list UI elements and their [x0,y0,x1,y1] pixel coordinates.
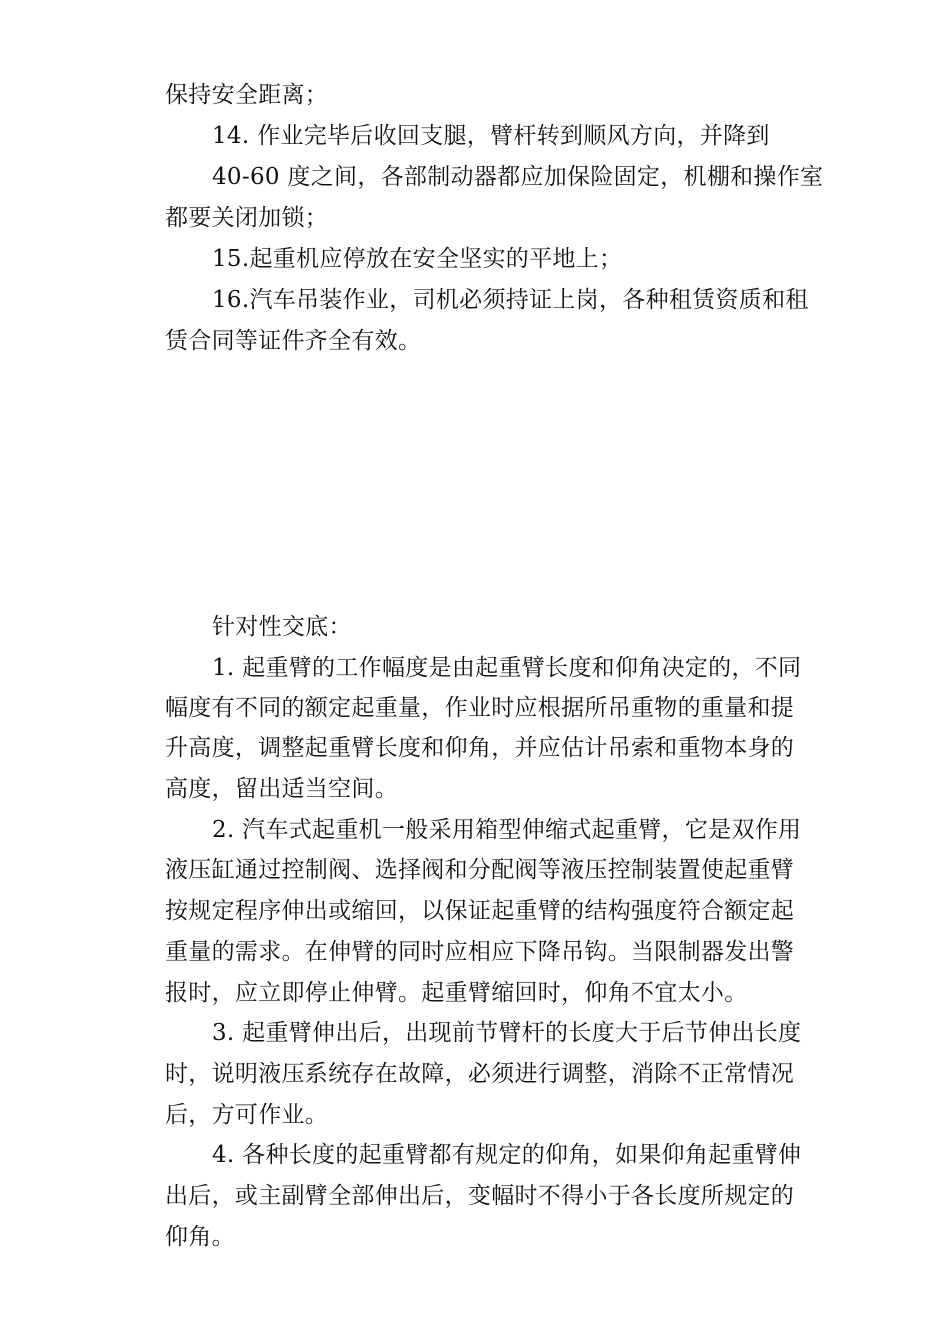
text-line: 重量的需求。在伸臂的同时应相应下降吊钩。当限制器发出警 [165,939,795,965]
text-line: 都要关闭加锁； [165,205,329,231]
text-line: 4. 各种长度的起重臂都有规定的仰角，如果仰角起重臂伸 [212,1142,802,1168]
text-line: 40-60 度之间，各部制动器都应加保险固定，机棚和操作室 [212,164,824,190]
text-line: 高度，留出适当空间。 [165,776,398,802]
text-line: 15.起重机应停放在安全坚实的平地上； [212,246,623,272]
text-line: 升高度，调整起重臂长度和仰角，并应估计吊索和重物本身的 [165,735,795,761]
text-line: 按规定程序伸出或缩回，以保证起重臂的结构强度符合额定起 [165,898,795,924]
text-line: 报时，应立即停止伸臂。起重臂缩回时，仰角不宜太小。 [165,980,748,1006]
text-line: 3. 起重臂伸出后，出现前节臂杆的长度大于后节伸出长度 [212,1020,802,1046]
text-line: 1. 起重臂的工作幅度是由起重臂长度和仰角决定的，不同 [212,655,802,681]
text-line: 液压缸通过控制阀、选择阀和分配阀等液压控制装置使起重臂 [165,857,795,883]
text-line: 2. 汽车式起重机一般采用箱型伸缩式起重臂，它是双作用 [212,817,802,843]
text-line: 仰角。 [165,1224,235,1250]
text-line: 16.汽车吊装作业，司机必须持证上岗，各种租赁资质和租 [212,287,809,313]
text-line: 赁合同等证件齐全有效。 [165,328,422,354]
text-line: 幅度有不同的额定起重量，作业时应根据所吊重物的重量和提 [165,695,795,721]
text-line: 14. 作业完毕后收回支腿，臂杆转到顺风方向，并降到 [212,123,770,149]
text-line: 后，方可作业。 [165,1102,329,1128]
text-line: 保持安全距离； [165,82,329,108]
text-line: 时，说明液压系统存在故障，必须进行调整，消除不正常情况 [165,1061,795,1087]
section-heading: 针对性交底： [212,614,352,640]
text-line: 出后，或主副臂全部伸出后，变幅时不得小于各长度所规定的 [165,1183,795,1209]
